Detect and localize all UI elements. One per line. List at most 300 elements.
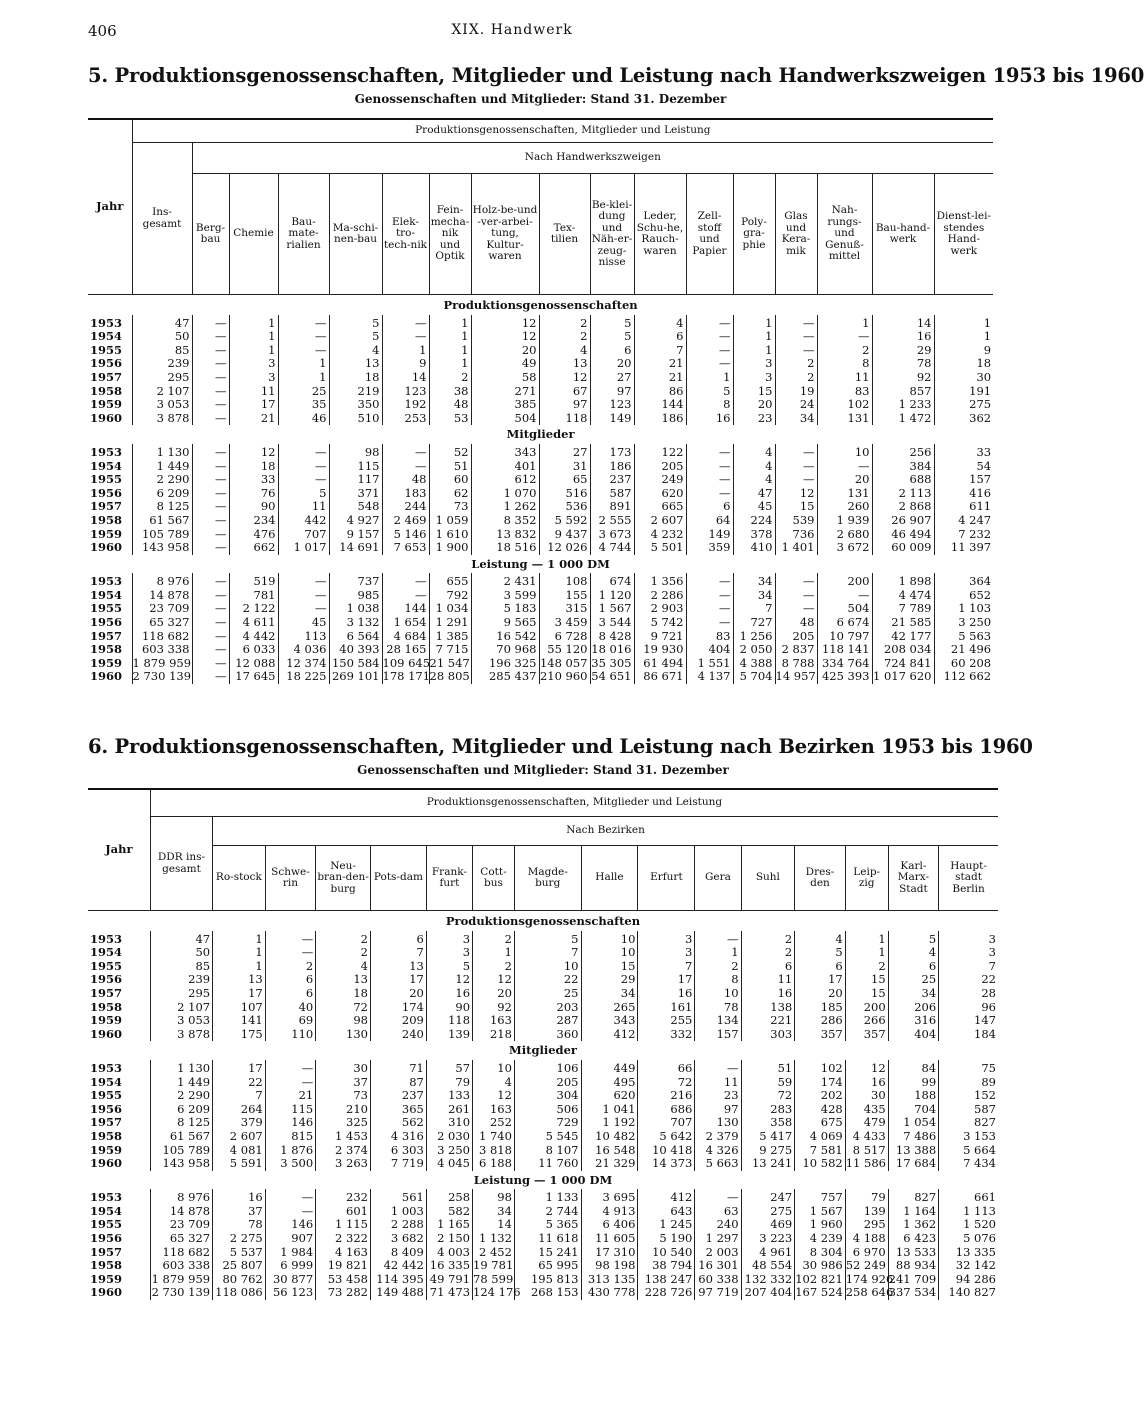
value-cell: 52 bbox=[429, 444, 471, 460]
value-cell: 3 599 bbox=[471, 589, 539, 603]
value-cell: 266 bbox=[845, 1014, 888, 1028]
table-row bbox=[88, 1232, 998, 1246]
value-cell: — bbox=[192, 315, 229, 331]
value-cell: 20 bbox=[795, 987, 845, 1001]
value-cell: 8 409 bbox=[370, 1246, 426, 1260]
value-cell: 1 017 bbox=[278, 541, 329, 555]
value-cell: 2 150 bbox=[426, 1232, 472, 1246]
value-cell: 118 141 bbox=[817, 643, 872, 657]
value-cell: 3 bbox=[426, 931, 472, 947]
total-cell: 23 709 bbox=[150, 1218, 212, 1232]
value-cell: 22 bbox=[939, 973, 998, 987]
value-cell: 9 157 bbox=[329, 528, 382, 542]
value-cell: 33 bbox=[229, 473, 278, 487]
value-cell: — bbox=[265, 1205, 315, 1219]
value-cell: — bbox=[192, 398, 229, 412]
value-cell: 21 585 bbox=[872, 616, 934, 630]
value-cell: 7 bbox=[514, 946, 581, 960]
value-cell: 19 781 bbox=[473, 1258, 514, 1273]
value-cell: 1 900 bbox=[429, 541, 471, 555]
value-cell: 12 bbox=[845, 1060, 888, 1076]
total-cell: 105 789 bbox=[150, 1144, 212, 1158]
value-cell: 2 431 bbox=[471, 573, 539, 589]
value-cell: 107 bbox=[213, 1001, 266, 1015]
value-cell: 13 533 bbox=[888, 1246, 938, 1260]
value-cell: 17 bbox=[795, 973, 845, 987]
value-cell: 643 bbox=[638, 1205, 695, 1219]
value-cell: 12 bbox=[471, 330, 539, 344]
value-cell: — bbox=[192, 630, 229, 644]
value-cell: 72 bbox=[316, 1001, 371, 1015]
year-cell: 1960 bbox=[90, 410, 123, 425]
value-cell: 827 bbox=[888, 1189, 938, 1205]
total-cell: 2 107 bbox=[150, 1001, 212, 1015]
value-cell: 275 bbox=[741, 1205, 795, 1219]
value-cell: 76 bbox=[229, 487, 278, 501]
value-cell: 3 682 bbox=[370, 1232, 426, 1246]
year-cell: 1958 bbox=[90, 383, 123, 398]
value-cell: 113 bbox=[278, 630, 329, 644]
value-cell: 2 322 bbox=[316, 1232, 371, 1246]
table-row bbox=[88, 1218, 998, 1232]
value-cell: 561 bbox=[370, 1189, 426, 1205]
value-cell: 34 bbox=[775, 412, 817, 426]
value-cell: 704 bbox=[888, 1103, 938, 1117]
table-row bbox=[88, 1028, 998, 1042]
value-cell: 37 bbox=[213, 1205, 266, 1219]
value-cell: 1 472 bbox=[872, 412, 934, 426]
table-row bbox=[88, 330, 993, 344]
value-cell: 256 bbox=[872, 444, 934, 460]
value-cell: 4 442 bbox=[229, 630, 278, 644]
value-cell: 4 bbox=[329, 344, 382, 358]
table5 bbox=[88, 118, 993, 684]
value-cell: 20 bbox=[473, 987, 515, 1001]
value-cell: 313 135 bbox=[581, 1273, 638, 1287]
value-cell: 228 726 bbox=[638, 1286, 695, 1300]
value-cell: 86 671 bbox=[634, 670, 686, 684]
value-cell: 6 406 bbox=[581, 1218, 638, 1232]
value-cell: 2 bbox=[473, 931, 515, 947]
value-cell: 1 038 bbox=[329, 602, 382, 616]
value-cell: 21 547 bbox=[429, 655, 470, 670]
value-cell: 315 bbox=[539, 602, 590, 616]
value-cell: 4 326 bbox=[695, 1144, 741, 1158]
value-cell: 55 120 bbox=[539, 643, 590, 657]
year-cell: 1960 bbox=[90, 1285, 123, 1300]
value-cell: 562 bbox=[370, 1116, 426, 1130]
total-cell: 1 130 bbox=[150, 1060, 212, 1076]
value-cell: 5 417 bbox=[741, 1130, 795, 1144]
value-cell: 1 192 bbox=[581, 1116, 638, 1130]
value-cell: — bbox=[192, 602, 229, 616]
value-cell: 985 bbox=[329, 589, 382, 603]
value-cell: 124 176 bbox=[473, 1285, 521, 1300]
column-header: Gera bbox=[695, 846, 741, 911]
value-cell: 7 434 bbox=[939, 1157, 998, 1171]
total-cell: 65 327 bbox=[150, 1232, 212, 1246]
value-cell: 4 684 bbox=[382, 630, 429, 644]
value-cell: 17 bbox=[370, 973, 426, 987]
value-cell: 144 bbox=[634, 398, 686, 412]
value-cell: 110 bbox=[265, 1028, 315, 1042]
value-cell: 3 459 bbox=[539, 616, 590, 630]
value-cell: 7 719 bbox=[370, 1157, 426, 1171]
value-cell: 14 691 bbox=[329, 541, 382, 555]
value-cell: — bbox=[265, 1076, 315, 1090]
value-cell: 1 165 bbox=[426, 1218, 472, 1232]
value-cell: — bbox=[382, 573, 429, 589]
value-cell: 10 540 bbox=[638, 1246, 695, 1260]
value-cell: 28 805 bbox=[429, 669, 470, 684]
value-cell: 6 bbox=[265, 987, 315, 1001]
value-cell: 16 bbox=[741, 987, 795, 1001]
value-cell: 210 960 bbox=[539, 670, 590, 684]
value-cell: — bbox=[192, 460, 229, 474]
value-cell: 205 bbox=[634, 460, 686, 474]
value-cell: 40 393 bbox=[329, 643, 382, 657]
year-cell: 1959 bbox=[90, 526, 123, 541]
value-cell: 1 520 bbox=[939, 1218, 998, 1232]
page-number: 406 bbox=[88, 22, 117, 40]
value-cell: 186 bbox=[590, 460, 634, 474]
total-cell: 603 338 bbox=[132, 643, 192, 657]
value-cell: 12 bbox=[471, 315, 539, 331]
value-cell: 4 069 bbox=[795, 1130, 845, 1144]
value-cell: 20 bbox=[817, 473, 872, 487]
value-cell: 6 bbox=[795, 960, 845, 974]
value-cell: 1 401 bbox=[775, 541, 817, 555]
value-cell: 25 807 bbox=[213, 1259, 266, 1273]
table-row bbox=[88, 1273, 998, 1287]
value-cell: 1 bbox=[213, 946, 266, 960]
value-cell: 4 137 bbox=[686, 670, 733, 684]
value-cell: 8 bbox=[695, 973, 741, 987]
table-row bbox=[88, 1103, 998, 1117]
value-cell: 1 003 bbox=[370, 1205, 426, 1219]
value-cell: — bbox=[192, 344, 229, 358]
value-cell: 195 813 bbox=[514, 1273, 581, 1287]
value-cell: — bbox=[775, 444, 817, 460]
value-cell: 202 bbox=[795, 1089, 845, 1103]
year-cell: 1955 bbox=[90, 472, 123, 487]
total-cell: 8 125 bbox=[132, 500, 192, 514]
value-cell: 12 088 bbox=[229, 657, 278, 671]
value-cell: — bbox=[192, 643, 229, 657]
value-cell: 707 bbox=[278, 528, 329, 542]
section-title: Leistung — 1 000 DM bbox=[473, 1172, 613, 1187]
value-cell: 237 bbox=[370, 1089, 426, 1103]
value-cell: 724 841 bbox=[872, 657, 934, 671]
value-cell: 192 bbox=[382, 398, 429, 412]
value-cell: 7 789 bbox=[872, 602, 934, 616]
value-cell: 1 bbox=[278, 371, 329, 385]
value-cell: 4 bbox=[733, 460, 775, 474]
value-cell: 2 003 bbox=[695, 1246, 741, 1260]
value-cell: 21 bbox=[229, 412, 278, 426]
value-cell: 5 563 bbox=[934, 630, 993, 644]
value-cell: 449 bbox=[581, 1060, 638, 1076]
year-cell: 1958 bbox=[90, 999, 123, 1014]
value-cell: 232 bbox=[316, 1189, 371, 1205]
value-cell: 5 bbox=[426, 960, 472, 974]
value-cell: 138 bbox=[741, 1001, 795, 1015]
value-cell: 4 232 bbox=[634, 528, 686, 542]
value-cell: 2 bbox=[429, 371, 471, 385]
total-cell: 23 709 bbox=[132, 602, 192, 616]
value-cell: — bbox=[278, 589, 329, 603]
year-cell: 1956 bbox=[90, 1231, 123, 1246]
value-cell: 1 bbox=[733, 330, 775, 344]
value-cell: 6 bbox=[265, 973, 315, 987]
value-cell: 17 684 bbox=[888, 1157, 938, 1171]
value-cell: 265 bbox=[581, 1001, 638, 1015]
value-cell: — bbox=[192, 371, 229, 385]
value-cell: 781 bbox=[229, 589, 278, 603]
value-cell: 96 bbox=[939, 1001, 998, 1015]
value-cell: 10 797 bbox=[817, 630, 872, 644]
value-cell: 17 645 bbox=[229, 670, 278, 684]
value-cell: 15 bbox=[845, 987, 888, 1001]
table-row bbox=[88, 1246, 998, 1260]
year-cell: 1960 bbox=[90, 1026, 123, 1041]
value-cell: 240 bbox=[370, 1028, 426, 1042]
value-cell: 1 bbox=[845, 946, 888, 960]
table-row bbox=[88, 589, 993, 603]
value-cell: 3 223 bbox=[741, 1232, 795, 1246]
value-cell: 21 bbox=[265, 1089, 315, 1103]
value-cell: — bbox=[192, 473, 229, 487]
value-cell: 97 719 bbox=[695, 1286, 741, 1300]
value-cell: 15 bbox=[733, 385, 775, 399]
value-cell: 123 bbox=[382, 385, 429, 399]
value-cell: 1 bbox=[686, 371, 733, 385]
table-row bbox=[88, 616, 993, 630]
value-cell: 20 bbox=[370, 987, 426, 1001]
value-cell: 203 bbox=[514, 1001, 581, 1015]
column-header: Tex-tilien bbox=[539, 174, 590, 295]
value-cell: 4 388 bbox=[733, 657, 775, 671]
value-cell: 3 544 bbox=[590, 616, 634, 630]
total-cell: 50 bbox=[150, 946, 212, 960]
value-cell: 11 605 bbox=[581, 1232, 638, 1246]
value-cell: — bbox=[775, 589, 817, 603]
value-cell: 46 494 bbox=[872, 528, 934, 542]
value-cell: 7 bbox=[733, 602, 775, 616]
year-cell: 1960 bbox=[90, 1156, 123, 1171]
year-cell: 1954 bbox=[90, 945, 123, 960]
value-cell: — bbox=[775, 330, 817, 344]
value-cell: 37 bbox=[316, 1076, 371, 1090]
value-cell: 655 bbox=[429, 573, 471, 589]
value-cell: 2 452 bbox=[473, 1246, 515, 1260]
value-cell: 52 249 bbox=[845, 1259, 888, 1273]
total-cell: 3 053 bbox=[150, 1014, 212, 1028]
value-cell: 1 bbox=[429, 330, 471, 344]
value-cell: 5 664 bbox=[939, 1144, 998, 1158]
column-header: Magde-burg bbox=[514, 846, 581, 911]
value-cell: 161 bbox=[638, 1001, 695, 1015]
value-cell: 20 bbox=[471, 344, 539, 358]
value-cell: 62 bbox=[429, 487, 471, 501]
value-cell: 1 385 bbox=[429, 630, 471, 644]
value-cell: 200 bbox=[817, 573, 872, 589]
value-cell: 73 bbox=[429, 500, 471, 514]
value-cell: 13 bbox=[316, 973, 371, 987]
table-row bbox=[88, 1076, 998, 1090]
total-cell: 8 976 bbox=[132, 573, 192, 589]
value-cell: 234 bbox=[229, 514, 278, 528]
value-cell: 10 582 bbox=[795, 1157, 845, 1171]
column-header: Poly-gra-phie bbox=[733, 174, 775, 295]
value-cell: — bbox=[278, 444, 329, 460]
year-cell: 1959 bbox=[90, 1013, 123, 1028]
value-cell: 221 bbox=[741, 1014, 795, 1028]
value-cell: 241 709 bbox=[888, 1273, 938, 1287]
value-cell: — bbox=[382, 444, 429, 460]
value-cell: 8 304 bbox=[795, 1246, 845, 1260]
column-header: Pots-dam bbox=[370, 846, 426, 911]
value-cell: 506 bbox=[514, 1103, 581, 1117]
year-cell: 1958 bbox=[90, 512, 123, 527]
value-cell: 2 555 bbox=[590, 514, 634, 528]
value-cell: 167 524 bbox=[795, 1286, 845, 1300]
value-cell: 9 437 bbox=[539, 528, 590, 542]
value-cell: 5 592 bbox=[539, 514, 590, 528]
value-cell: 384 bbox=[872, 460, 934, 474]
value-cell: 3 bbox=[229, 371, 278, 385]
value-cell: 2 744 bbox=[514, 1205, 581, 1219]
table-row bbox=[88, 398, 993, 412]
value-cell: 7 715 bbox=[429, 643, 471, 657]
value-cell: 54 bbox=[934, 460, 993, 474]
value-cell: 2 286 bbox=[634, 589, 686, 603]
value-cell: 18 225 bbox=[278, 670, 329, 684]
value-cell: 25 bbox=[514, 987, 581, 1001]
table-row bbox=[88, 602, 993, 616]
value-cell: 106 bbox=[514, 1060, 581, 1076]
value-cell: 1 017 620 bbox=[872, 670, 934, 684]
value-cell: 144 bbox=[382, 602, 429, 616]
value-cell: 688 bbox=[872, 473, 934, 487]
total-cell: 118 682 bbox=[132, 630, 192, 644]
value-cell: 2 bbox=[316, 946, 371, 960]
value-cell: 4 081 bbox=[213, 1144, 266, 1158]
value-cell: 89 bbox=[939, 1076, 998, 1090]
value-cell: 175 bbox=[213, 1028, 266, 1042]
value-cell: 268 153 bbox=[514, 1286, 581, 1300]
value-cell: 4 913 bbox=[581, 1205, 638, 1219]
value-cell: 45 bbox=[733, 500, 775, 514]
value-cell: 51 bbox=[429, 460, 471, 474]
value-cell: 249 bbox=[634, 473, 686, 487]
value-cell: 1 984 bbox=[265, 1246, 315, 1260]
column-header: Haupt-stadt Berlin bbox=[939, 846, 998, 911]
value-cell: 131 bbox=[817, 487, 872, 501]
value-cell: 17 bbox=[638, 973, 695, 987]
value-cell: 108 bbox=[539, 573, 590, 589]
value-cell: — bbox=[775, 573, 817, 589]
value-cell: 155 bbox=[539, 589, 590, 603]
group-header: Produktionsgenossenschaften, Mitglieder und Leistung bbox=[150, 789, 998, 817]
value-cell: 736 bbox=[775, 528, 817, 542]
year-cell: 1956 bbox=[90, 1101, 123, 1116]
value-cell: 191 bbox=[934, 385, 993, 399]
value-cell: 792 bbox=[429, 589, 471, 603]
table6 bbox=[88, 788, 998, 1300]
year-cell: 1959 bbox=[90, 655, 123, 670]
year-cell: 1954 bbox=[90, 587, 123, 602]
total-cell: 14 878 bbox=[150, 1205, 212, 1219]
table-row bbox=[88, 1130, 998, 1144]
value-cell: 404 bbox=[686, 643, 733, 657]
value-cell: 1 bbox=[817, 315, 872, 331]
value-cell: 133 bbox=[426, 1089, 472, 1103]
value-cell: 157 bbox=[934, 473, 993, 487]
value-cell: 87 bbox=[370, 1076, 426, 1090]
value-cell: 5 183 bbox=[471, 602, 539, 616]
value-cell: — bbox=[686, 330, 733, 344]
value-cell: 1 bbox=[213, 931, 266, 947]
value-cell: 316 bbox=[888, 1014, 938, 1028]
value-cell: 1 898 bbox=[872, 573, 934, 589]
value-cell: 5 076 bbox=[939, 1232, 998, 1246]
value-cell: 99 bbox=[888, 1076, 938, 1090]
value-cell: 6 bbox=[686, 500, 733, 514]
value-cell: 469 bbox=[741, 1218, 795, 1232]
value-cell: 49 791 bbox=[426, 1273, 472, 1287]
value-cell: 11 760 bbox=[514, 1157, 581, 1171]
value-cell: 17 bbox=[213, 987, 266, 1001]
value-cell: 63 bbox=[695, 1205, 741, 1219]
value-cell: 1 059 bbox=[429, 514, 471, 528]
value-cell: — bbox=[686, 344, 733, 358]
value-cell: 30 bbox=[316, 1060, 371, 1076]
value-cell: 4 bbox=[634, 315, 686, 331]
value-cell: 4 163 bbox=[316, 1246, 371, 1260]
table-row bbox=[88, 1060, 998, 1076]
value-cell: 140 827 bbox=[939, 1286, 998, 1300]
value-cell: 11 397 bbox=[934, 541, 993, 555]
value-cell: 13 bbox=[329, 357, 382, 371]
total-cell: 47 bbox=[132, 315, 192, 331]
value-cell: 3 132 bbox=[329, 616, 382, 630]
column-header: Erfurt bbox=[638, 846, 695, 911]
column-header: Ro-stock bbox=[213, 846, 266, 911]
value-cell: 205 bbox=[775, 630, 817, 644]
value-cell: 206 bbox=[888, 1001, 938, 1015]
value-cell: 1 297 bbox=[695, 1232, 741, 1246]
value-cell: 2 288 bbox=[370, 1218, 426, 1232]
value-cell: 357 bbox=[845, 1028, 888, 1042]
year-column-header: Jahr bbox=[88, 789, 150, 911]
value-cell: 15 241 bbox=[514, 1246, 581, 1260]
table-row bbox=[88, 1089, 998, 1103]
value-cell: 58 bbox=[471, 371, 539, 385]
value-cell: 209 bbox=[370, 1014, 426, 1028]
table-row bbox=[88, 1189, 998, 1205]
value-cell: 51 bbox=[741, 1060, 795, 1076]
value-cell: 5 545 bbox=[514, 1130, 581, 1144]
value-cell: 23 bbox=[695, 1089, 741, 1103]
value-cell: 112 662 bbox=[934, 670, 993, 684]
table-row bbox=[88, 500, 993, 514]
table-row bbox=[88, 1001, 998, 1015]
total-cell: 143 958 bbox=[150, 1157, 212, 1171]
value-cell: 115 bbox=[265, 1103, 315, 1117]
value-cell: 3 153 bbox=[939, 1130, 998, 1144]
total-cell: 85 bbox=[132, 344, 192, 358]
